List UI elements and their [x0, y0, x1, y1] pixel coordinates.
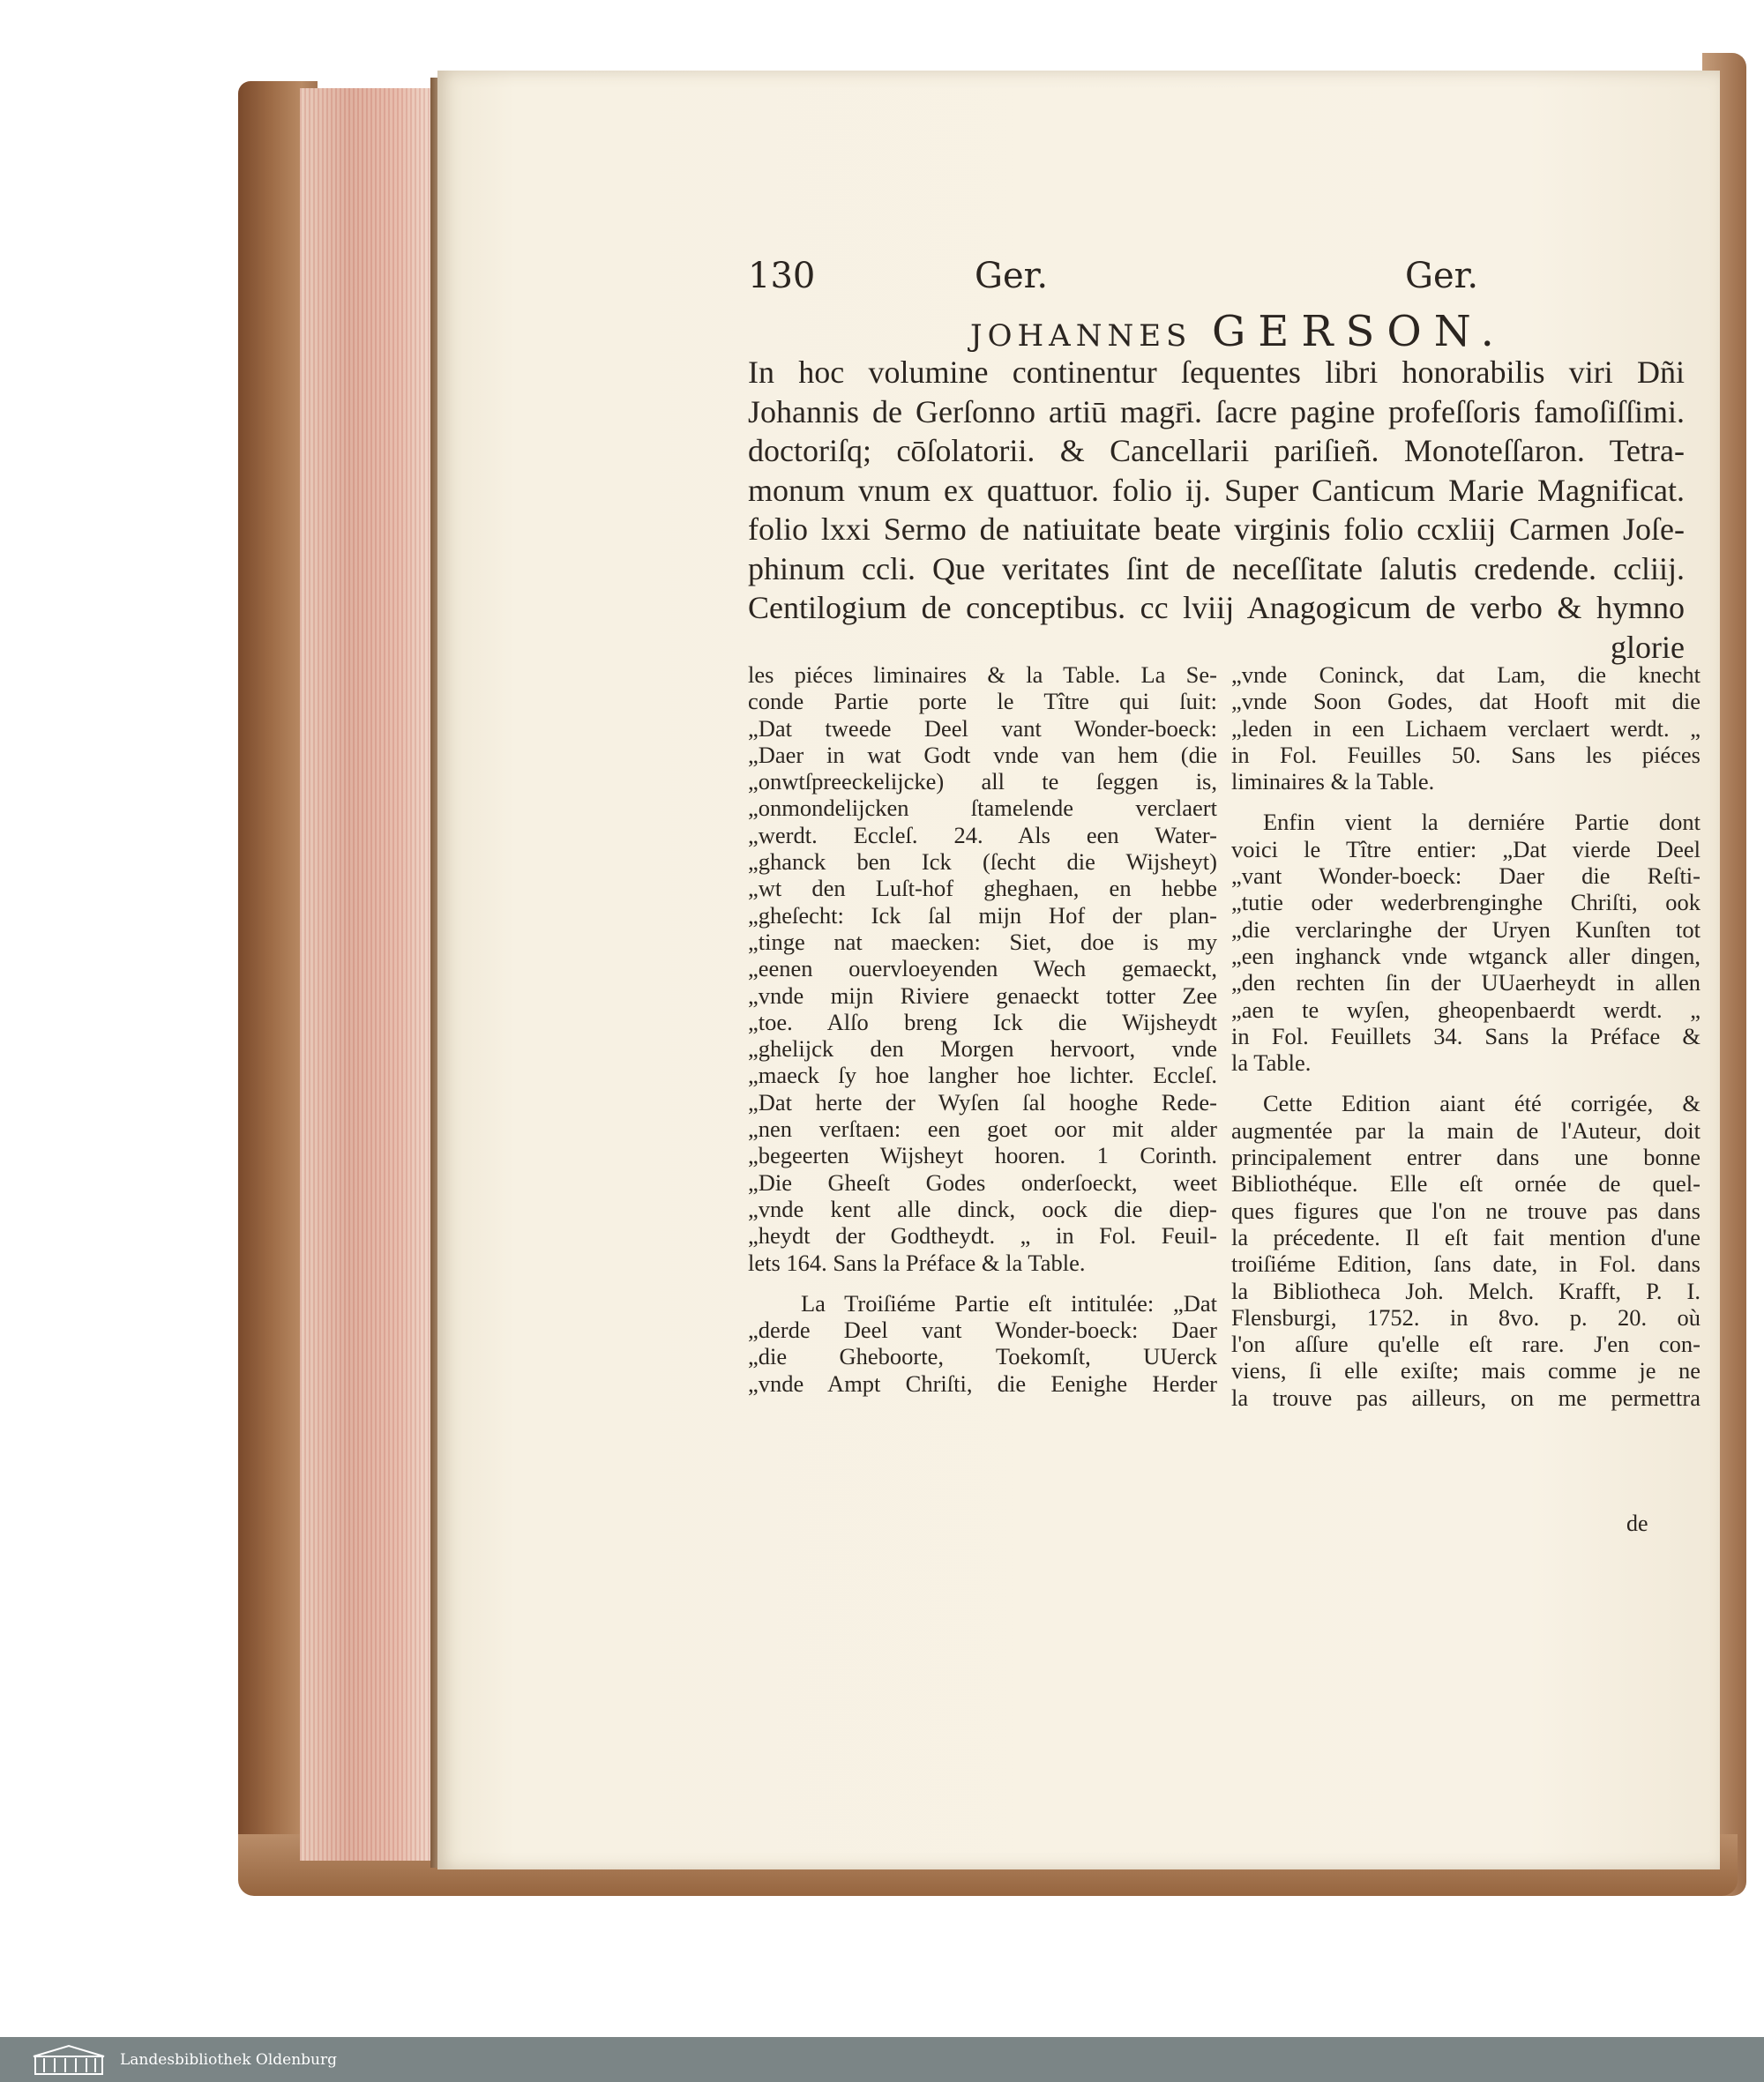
footer-bar [0, 2037, 1764, 2082]
text-line: „leden in een Lichaem verclaert werdt. „ [1231, 714, 1700, 742]
text-line: „eenen ouervloeyenden Wech gemaeckt, [748, 955, 1217, 982]
paragraph-gap [748, 1276, 1217, 1290]
text-line: „een inghanck vnde wtganck aller dingen, [1231, 942, 1700, 969]
page-edges [300, 88, 441, 1861]
text-line: „vnde Coninck, dat Lam, die knecht [1231, 661, 1700, 688]
intro-line: In hoc volumine continentur ſequentes libri honorabilis viri Dñi [748, 354, 1685, 390]
text-line: „vnde kent alle dinck, oock die diep- [748, 1195, 1217, 1222]
title-first-name: JOHANNES [970, 318, 1192, 354]
text-line: La Troiſiéme Partie eſt intitulée: „Dat [801, 1289, 1217, 1317]
text-line: troiſiéme Edition, ſans date, in Fol. dans [1231, 1250, 1700, 1278]
intro-line: Centilogium de conceptibus. cc lviij Anagogicum de verbo & hymno [748, 590, 1685, 625]
text-line: liminaires & la Table. [1231, 768, 1435, 795]
text-line: „Dat tweede Deel vant Wonder-boeck: [748, 714, 1217, 742]
text-line: „aen te wyſen, gheopenbaerdt werdt. „ [1231, 996, 1700, 1023]
page-title [970, 307, 1506, 356]
text-line: conde Partie porte le Tître qui ſuit: [748, 688, 1217, 715]
text-line: „heydt der Godtheydt. „ in Fol. Feuil- [748, 1222, 1217, 1250]
text-line: „die Gheboorte, Toekomſt, UUerck [748, 1343, 1217, 1370]
text-line: lets 164. Sans la Préface & la Table. [748, 1249, 1086, 1276]
text-line: „onwtſpreeckelijcke) all te ſeggen is, [748, 768, 1217, 795]
library-building-icon [30, 2044, 108, 2076]
text-line: l'on aſſure qu'elle eſt rare. J'en con- [1231, 1331, 1700, 1358]
text-line: la trouve pas ailleurs, on me permettra [1231, 1384, 1700, 1411]
text-line: „werdt. Eccleſ. 24. Als een Water- [748, 821, 1217, 848]
page-number: 130 [748, 256, 816, 296]
text-line: voici le Tître entier: „Dat vierde Deel [1231, 835, 1700, 862]
intro-line: doctoriſq; cōſolatorii. & Cancellarii pariſieñ. Monoteſſaron. Tetra- [748, 433, 1685, 468]
text-line: Cette Edition aiant été corrigée, & [1263, 1090, 1700, 1117]
text-line: „Die Gheeſt Godes onderſoeckt, weet [748, 1168, 1217, 1196]
intro-line: phinum ccli. Que veritates ſint de neceſſitate ſalutis credende. ccliij. [748, 550, 1685, 586]
text-line: „ghanck ben Ick (ſecht die Wijsheyt) [748, 848, 1217, 876]
paragraph-gap [1231, 795, 1700, 809]
running-head-left: Ger. [975, 256, 1049, 296]
text-line: la Bibliotheca Joh. Melch. Krafft, P. I. [1231, 1277, 1700, 1304]
intro-line: glorie [1611, 629, 1685, 665]
text-line: „vant Wonder-boeck: Daer die Reſti- [1231, 862, 1700, 890]
text-line: „die verclaringhe der Uryen Kunſten tot [1231, 915, 1700, 943]
intro-line: Johannis de Gerſonno artiū magr̄i. ſacre pagine profeſſoris famoſiſſimi. [748, 393, 1685, 429]
text-line: „wt den Luſt-hof gheghaen, en hebbe [748, 875, 1217, 902]
intro-paragraph [748, 353, 1685, 667]
text-line: la précedente. Il eſt fait mention d'une [1231, 1223, 1700, 1250]
catchword: de [1626, 1511, 1648, 1536]
text-line: „toe. Alſo breng Ick die Wijsheydt [748, 1008, 1217, 1035]
text-line: Flensburgi, 1752. in 8vo. p. 20. où [1231, 1303, 1700, 1331]
right-column [1231, 661, 1700, 1411]
text-line: „vnde Ampt Chriſti, die Eenighe Herder [748, 1369, 1217, 1397]
text-line: „derde Deel vant Wonder-boeck: Daer [748, 1317, 1217, 1344]
title-last-name: GERSON. [1211, 307, 1506, 356]
text-line: „den rechten ſin der UUaerheydt in allen [1231, 969, 1700, 996]
text-line: in Fol. Feuillets 34. Sans la Préface & [1231, 1022, 1700, 1049]
text-line: la Table. [1231, 1049, 1312, 1077]
library-name: Landesbibliothek Oldenburg [120, 2050, 338, 2069]
running-head-right: Ger. [1405, 256, 1479, 296]
text-line: „Dat herte der Wyſen ſal hooghe Rede- [748, 1088, 1217, 1116]
text-line: „begeerten Wijsheyt hooren. 1 Corinth. [748, 1142, 1217, 1169]
left-column [748, 661, 1217, 1397]
text-line: „Daer in wat Godt vnde van hem (die [748, 741, 1217, 768]
text-line: „tinge nat maecken: Siet, doe is my [748, 928, 1217, 955]
text-line: Bibliothéque. Elle eſt ornée de quel- [1231, 1170, 1700, 1198]
text-line: „nen verſtaen: een goet oor mit alder [748, 1116, 1217, 1143]
text-line: in Fol. Feuilles 50. Sans les piéces [1231, 741, 1700, 768]
text-line: „onmondelijcken ſtamelende verclaert [748, 795, 1217, 822]
intro-line: monum vnum ex quattuor. folio ij. Super Canticum Marie Magnificat. [748, 472, 1685, 508]
text-line: „vnde Soon Godes, dat Hooft mit die [1231, 688, 1700, 715]
text-line: „gheſecht: Ick ſal mijn Hof der plan- [748, 901, 1217, 929]
text-line: „maeck ſy hoe langher hoe lichter. Eccleſ. [748, 1062, 1217, 1089]
text-line: augmentée par la main de l'Auteur, doit [1231, 1116, 1700, 1144]
text-line: principalement entrer dans une bonne [1231, 1144, 1700, 1171]
text-line: „tutie oder wederbrenginghe Chriſti, ook [1231, 889, 1700, 916]
text-line: les piéces liminaires & la Table. La Se- [748, 661, 1217, 688]
text-line: „ghelijck den Morgen hervoort, vnde [748, 1035, 1217, 1063]
intro-line: folio lxxi Sermo de natiuitate beate virginis folio ccxliij Carmen Joſe- [748, 511, 1685, 547]
text-line: ques figures que l'on ne trouve pas dans [1231, 1197, 1700, 1224]
text-line: viens, ſi elle exiſte; mais comme je ne [1231, 1357, 1700, 1384]
paragraph-gap [1231, 1076, 1700, 1090]
text-line: „vnde mijn Riviere genaeckt totter Zee [748, 981, 1217, 1009]
text-line: Enfin vient la derniére Partie dont [1263, 809, 1700, 836]
